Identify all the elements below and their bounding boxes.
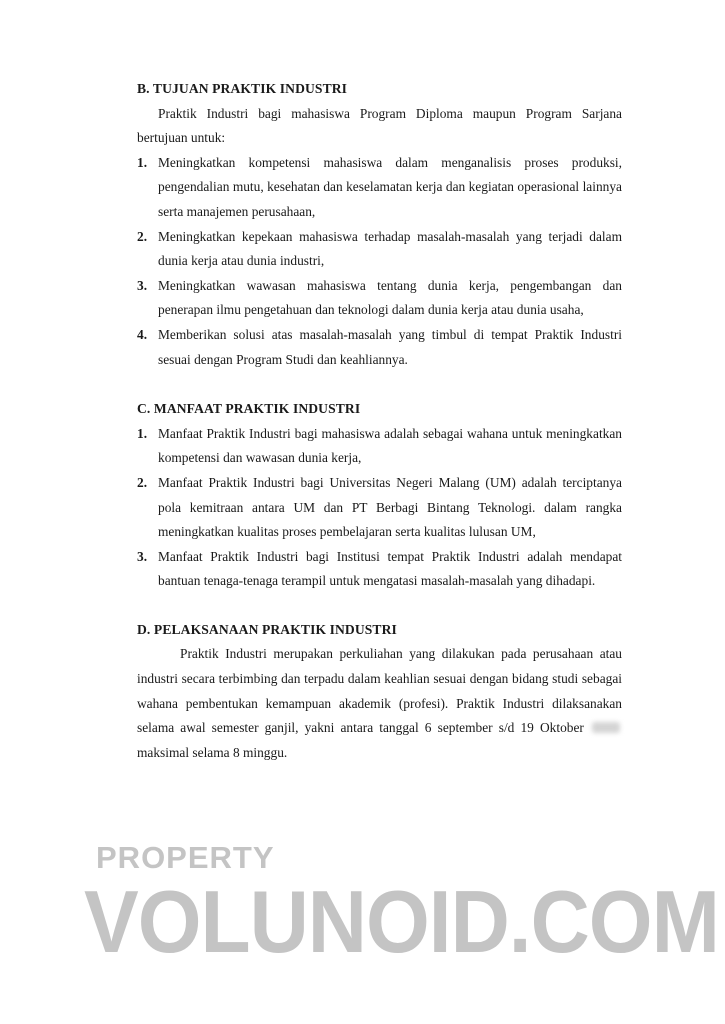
section-c-heading: C. MANFAAT PRAKTIK INDUSTRI [137, 401, 361, 417]
list-text: Manfaat Praktik Industri bagi mahasiswa adalah sebagai wahana untuk meningkatkan kompetensi dan wawasan dunia kerja, [158, 425, 622, 466]
list-number: 2. [137, 474, 148, 490]
section-spacer [137, 594, 622, 618]
section-c-list [137, 422, 622, 594]
list-number: 1. [137, 425, 148, 441]
list-item [137, 225, 622, 274]
document-content [137, 77, 622, 765]
list-text: Meningkatkan kompetensi mahasiswa dalam menganalisis proses produksi, pengendalian mutu, kesehatan dan keselamatan kerja dan kegiatan operasional lainnya serta manajemen perusahaan, [158, 154, 622, 219]
redacted-year [592, 722, 620, 733]
list-text: Manfaat Praktik Industri bagi Institusi tempat Praktik Industri adalah mendapat bantuan tenaga-tenaga terampil untuk mengatasi masalah-masalah yang dihadapi. [158, 548, 622, 589]
paragraph-text: Praktik Industri merupakan perkuliahan yang dilakukan pada perusahaan atau industri secara terbimbing dan terpadu dalam keahlian sesuai dengan bidang studi sebagai wahana pembentukan kemampuan akademik (profesi). Praktik Industri dilaksanakan selama awal semester ganjil, yakni antara tanggal 6 september s/d 19 Oktober [137, 646, 622, 736]
list-item [137, 151, 622, 225]
list-text: Meningkatkan kepekaan mahasiswa terhadap masalah-masalah yang terjadi dalam dunia kerja atau dunia industri, [158, 228, 622, 269]
watermark-site: VOLUNOID.COM [84, 873, 719, 972]
list-text: Meningkatkan wawasan mahasiswa tentang dunia kerja, pengembangan dan penerapan ilmu pengetahuan dan teknologi dalam dunia kerja atau dunia usaha, [158, 277, 622, 318]
section-d-heading: D. PELAKSANAAN PRAKTIK INDUSTRI [137, 621, 397, 637]
section-spacer [137, 372, 622, 397]
section-d-paragraph [137, 642, 622, 765]
list-item [137, 422, 622, 471]
list-number: 1. [137, 154, 148, 170]
list-number: 3. [137, 277, 148, 293]
paragraph-text-end: maksimal selama 8 minggu. [137, 744, 288, 760]
section-b-heading: B. TUJUAN PRAKTIK INDUSTRI [137, 81, 348, 96]
list-item [137, 274, 622, 323]
section-b-intro: Praktik Industri bagi mahasiswa Program Diploma maupun Program Sarjana bertujuan untuk: [137, 105, 622, 146]
list-text: Manfaat Praktik Industri bagi Universitas Negeri Malang (UM) adalah terciptanya pola kemitraan antara UM dan PT Berbagi Bintang Teknologi. dalam rangka meningkatkan kualitas proses pembelajaran serta kualitas lulusan UM, [158, 474, 622, 540]
list-number: 3. [137, 548, 148, 564]
list-number: 2. [137, 228, 148, 244]
section-b-list [137, 151, 622, 372]
list-item [137, 471, 622, 545]
watermark-property: PROPERTY [96, 840, 275, 875]
list-number: 4. [137, 326, 148, 342]
list-item [137, 323, 622, 372]
list-text: Memberikan solusi atas masalah-masalah yang timbul di tempat Praktik Industri sesuai dengan Program Studi dan keahliannya. [158, 326, 622, 367]
list-item [137, 545, 622, 594]
